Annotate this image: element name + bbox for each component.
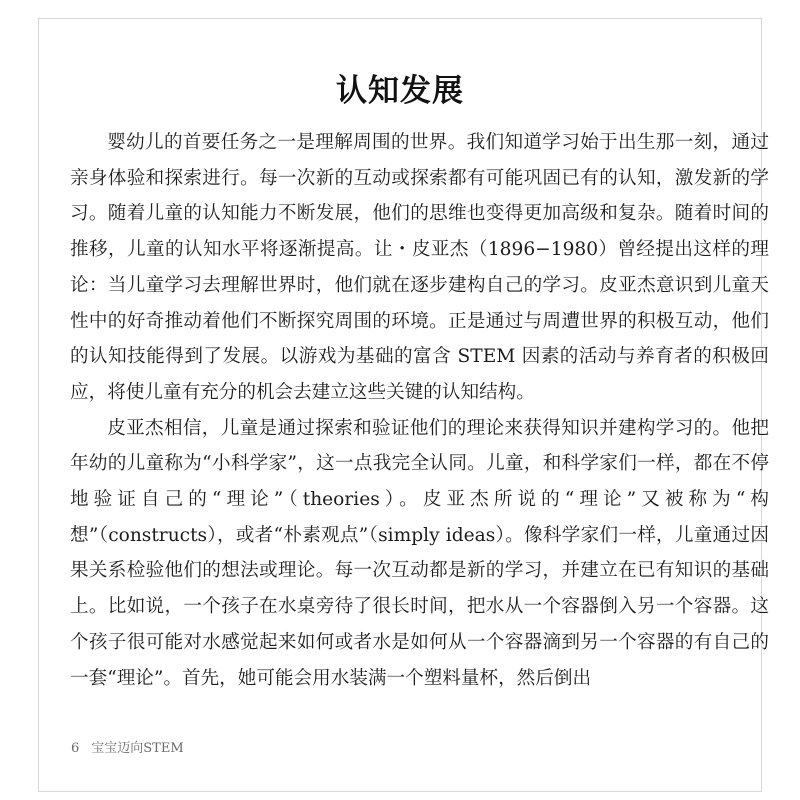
book-page (38, 18, 769, 792)
paragraph-2: 皮亚杰相信，儿童是通过探索和验证他们的理论来获得知识并建构学习的。他把年幼的儿童称为“小科学家”，这一点我完全认同。儿童，和科学家们一样，都在不停地验证自己的“理论”（theories）。皮亚杰所说的“理论”又被称为“构想”（constructs），或者“朴素观点”（simply ideas）。像科学家们一样，儿童通过因果关系检验他们的想法或理论。每一次互动都是新的学习，并建立在已有知识的基础上。比如说，一个孩子在水桌旁待了很长时间，把水从一个容器倒入另一个容器。这个孩子很可能对水感觉起来如何或者水是如何从一个容器滴到另一个容器的有自己的一套“理论”。首先，她可能会用水装满一个塑料量杯，然后倒出 (70, 417, 769, 689)
page-footer (71, 737, 196, 756)
page-number: 6 (71, 741, 80, 756)
body-text (70, 125, 769, 696)
running-book-title: 宝宝迈向STEM (91, 741, 184, 756)
page-title: 认知发展 (336, 73, 464, 109)
paragraph-1: 婴幼儿的首要任务之一是理解周围的世界。我们知道学习始于出生那一刻，通过亲身体验和探索进行。每一次新的互动或探索都有可能巩固已有的认知，激发新的学习。随着儿童的认知能力不断发展，他们的思维也变得更加高级和复杂。随着时间的推移，儿童的认知水平将逐渐提高。让・皮亚杰（1896−1980）曾经提出这样的理论：当儿童学习去理解世界时，他们就在逐步建构自己的学习。皮亚杰意识到儿童天性中的好奇推动着他们不断探究周围的环境。正是通过与周遭世界的积极互动，他们的认知技能得到了发展。以游戏为基础的富含 STEM 因素的活动与养育者的积极回应，将使儿童有充分的机会去建立这些关键的认知结构。 (70, 132, 769, 403)
